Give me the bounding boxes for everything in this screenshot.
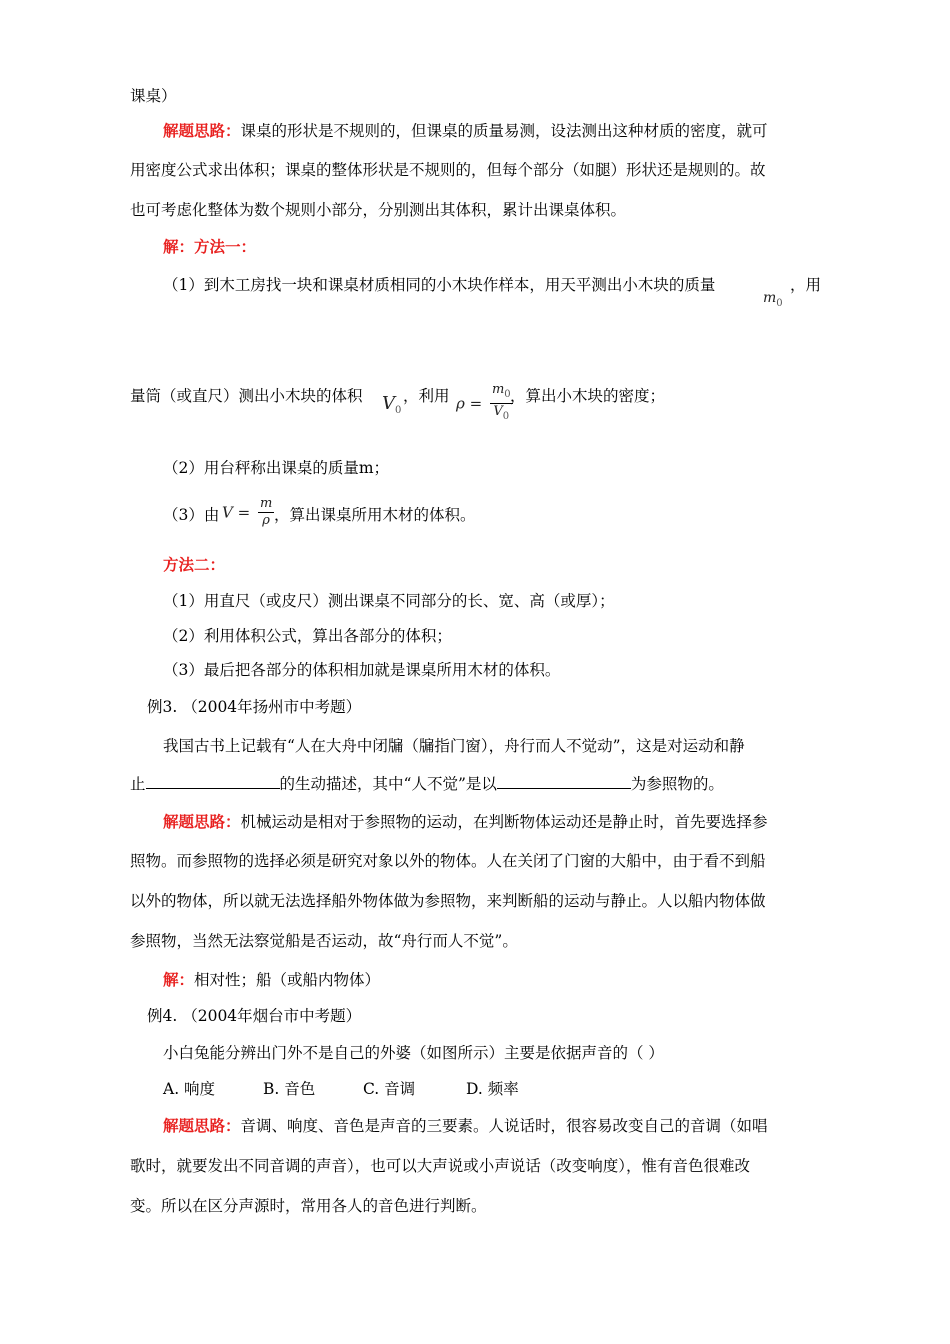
- text: 的生动描述，其中“人不觉”是以: [279, 775, 497, 793]
- math-subscript: 0: [504, 389, 511, 400]
- text: （1）用直尺（或皮尺）测出课桌不同部分的长、宽、高（或厚）；: [163, 592, 615, 610]
- section-label: 解：: [163, 970, 195, 989]
- section-label: 解题思路：: [163, 812, 241, 831]
- text: （1）到木工房找一块和课桌材质相同的小木块作样本，用天平测出小木块的质量: [163, 276, 716, 294]
- text: 为参照物的。: [630, 775, 724, 793]
- text: 机械运动是相对于参照物的运动，在判断物体运动还是静止时，首先要选择参: [240, 813, 768, 831]
- math-symbol: m: [763, 290, 777, 306]
- example-heading: [147, 1006, 847, 1026]
- text: 参照物，当然无法察觉船是否运动，故“舟行而人不觉”。: [130, 932, 518, 950]
- paragraph-line: [130, 1196, 830, 1216]
- fill-blank[interactable]: [497, 774, 631, 789]
- math-subscript: 0: [502, 411, 510, 422]
- paragraph-line: [163, 626, 863, 646]
- text: 课桌）: [130, 87, 177, 105]
- text: 音调、响度、音色是声音的三要素。人说话时，很容易改变自己的音调（如唱: [240, 1117, 768, 1135]
- paragraph-line: [163, 555, 863, 575]
- fraction: [258, 496, 274, 529]
- math-subscript: 0: [776, 298, 783, 309]
- paragraph-line: [790, 275, 830, 295]
- text: （2）用台秤称出课桌的质量m；: [163, 459, 390, 477]
- text: 止: [130, 775, 146, 793]
- paragraph-line: [163, 660, 863, 680]
- math-symbol: V: [382, 393, 395, 414]
- paragraph-line: [403, 386, 463, 406]
- text: ，利用: [403, 387, 450, 405]
- numerator: m: [259, 496, 273, 511]
- option-b[interactable]: B. 音色: [263, 1080, 316, 1098]
- paragraph-line: [163, 505, 223, 525]
- math-symbol: V: [493, 404, 503, 419]
- text: 变。所以在区分声源时，常用各人的音色进行判断。: [130, 1197, 487, 1215]
- text: （3）最后把各部分的体积相加就是课桌所用木材的体积。: [163, 661, 561, 679]
- paragraph-line: [130, 851, 830, 871]
- text: 歌时，就要发出不同音调的声音），也可以大声说或小声说话（改变响度），惟有音色很难改: [130, 1157, 751, 1175]
- paragraph-line: [130, 86, 830, 106]
- paragraph-line: [163, 591, 863, 611]
- option-d[interactable]: D. 频率: [466, 1080, 519, 1098]
- text: ，算出小木块的密度；: [510, 387, 666, 405]
- formula-volume: [222, 496, 277, 529]
- paragraph-line: [163, 970, 863, 990]
- paragraph-line: [163, 1116, 863, 1136]
- denominator: ρ: [262, 513, 270, 528]
- denominator: [490, 404, 513, 425]
- text: 课桌的形状是不规则的，但课桌的质量易测，设法测出这种材质的密度，就可: [240, 122, 768, 140]
- paragraph-line: [163, 275, 863, 295]
- option-c[interactable]: C. 音调: [363, 1080, 416, 1098]
- formula-m0: [763, 290, 783, 309]
- text: 例3. （2004年扬州市中考题）: [147, 698, 362, 716]
- math-lhs: ρ =: [456, 394, 483, 413]
- text: 例4. （2004年烟台市中考题）: [147, 1007, 362, 1025]
- text: 我国古书上记载有“人在大舟中闭牖（牖指门窗），舟行而人不觉动”，这是对运动和静: [163, 737, 745, 755]
- text: （3）由: [163, 506, 220, 524]
- text: 相对性；船（或船内物体）: [194, 971, 381, 989]
- math-symbol: m: [491, 382, 505, 397]
- math-lhs: V =: [222, 503, 251, 522]
- text: （2）利用体积公式，算出各部分的体积；: [163, 627, 452, 645]
- paragraph-line: [510, 386, 830, 406]
- math-subscript: 0: [395, 405, 402, 416]
- paragraph-line: [130, 891, 830, 911]
- paragraph-line: [163, 458, 863, 478]
- paragraph-line: [130, 774, 830, 794]
- paragraph-line: [130, 1156, 830, 1176]
- section-label: 解题思路：: [163, 121, 241, 140]
- section-label: 解题思路：: [163, 1116, 241, 1135]
- paragraph-line: [130, 931, 830, 951]
- paragraph-line: [163, 237, 863, 257]
- paragraph-line: [163, 121, 863, 141]
- formula-v0: [382, 393, 401, 416]
- fill-blank[interactable]: [146, 774, 280, 789]
- text: 照物。而参照物的选择必须是研究对象以外的物体。人在关闭了门窗的大船中，由于看不到船: [130, 852, 766, 870]
- paragraph-line: [130, 200, 830, 220]
- text: ，算出课桌所用木材的体积。: [274, 506, 476, 524]
- section-label: 解：方法一：: [163, 237, 257, 256]
- paragraph-line: [163, 812, 863, 832]
- text: 小白兔能分辨出门外不是自己的外婆（如图所示）主要是依据声音的（ ）: [163, 1044, 664, 1062]
- option-a[interactable]: A. 响度: [163, 1080, 216, 1098]
- paragraph-line: [130, 160, 830, 180]
- paragraph-line: [163, 1043, 863, 1063]
- text: 用密度公式求出体积；课桌的整体形状是不规则的，但每个部分（如腿）形状还是规则的。故: [130, 161, 766, 179]
- example-heading: [147, 697, 847, 717]
- text: 也可考虑化整体为数个规则小部分，分别测出其体积，累计出课桌体积。: [130, 201, 627, 219]
- text: ，用: [790, 276, 822, 294]
- text: 量筒（或直尺）测出小木块的体积: [130, 387, 363, 405]
- text: 以外的物体，所以就无法选择船外物体做为参照物，来判断船的运动与静止。人以船内物体做: [130, 892, 766, 910]
- paragraph-line: [274, 505, 774, 525]
- section-label: 方法二：: [163, 555, 226, 574]
- paragraph-line: [163, 736, 863, 756]
- formula-density: [456, 382, 516, 425]
